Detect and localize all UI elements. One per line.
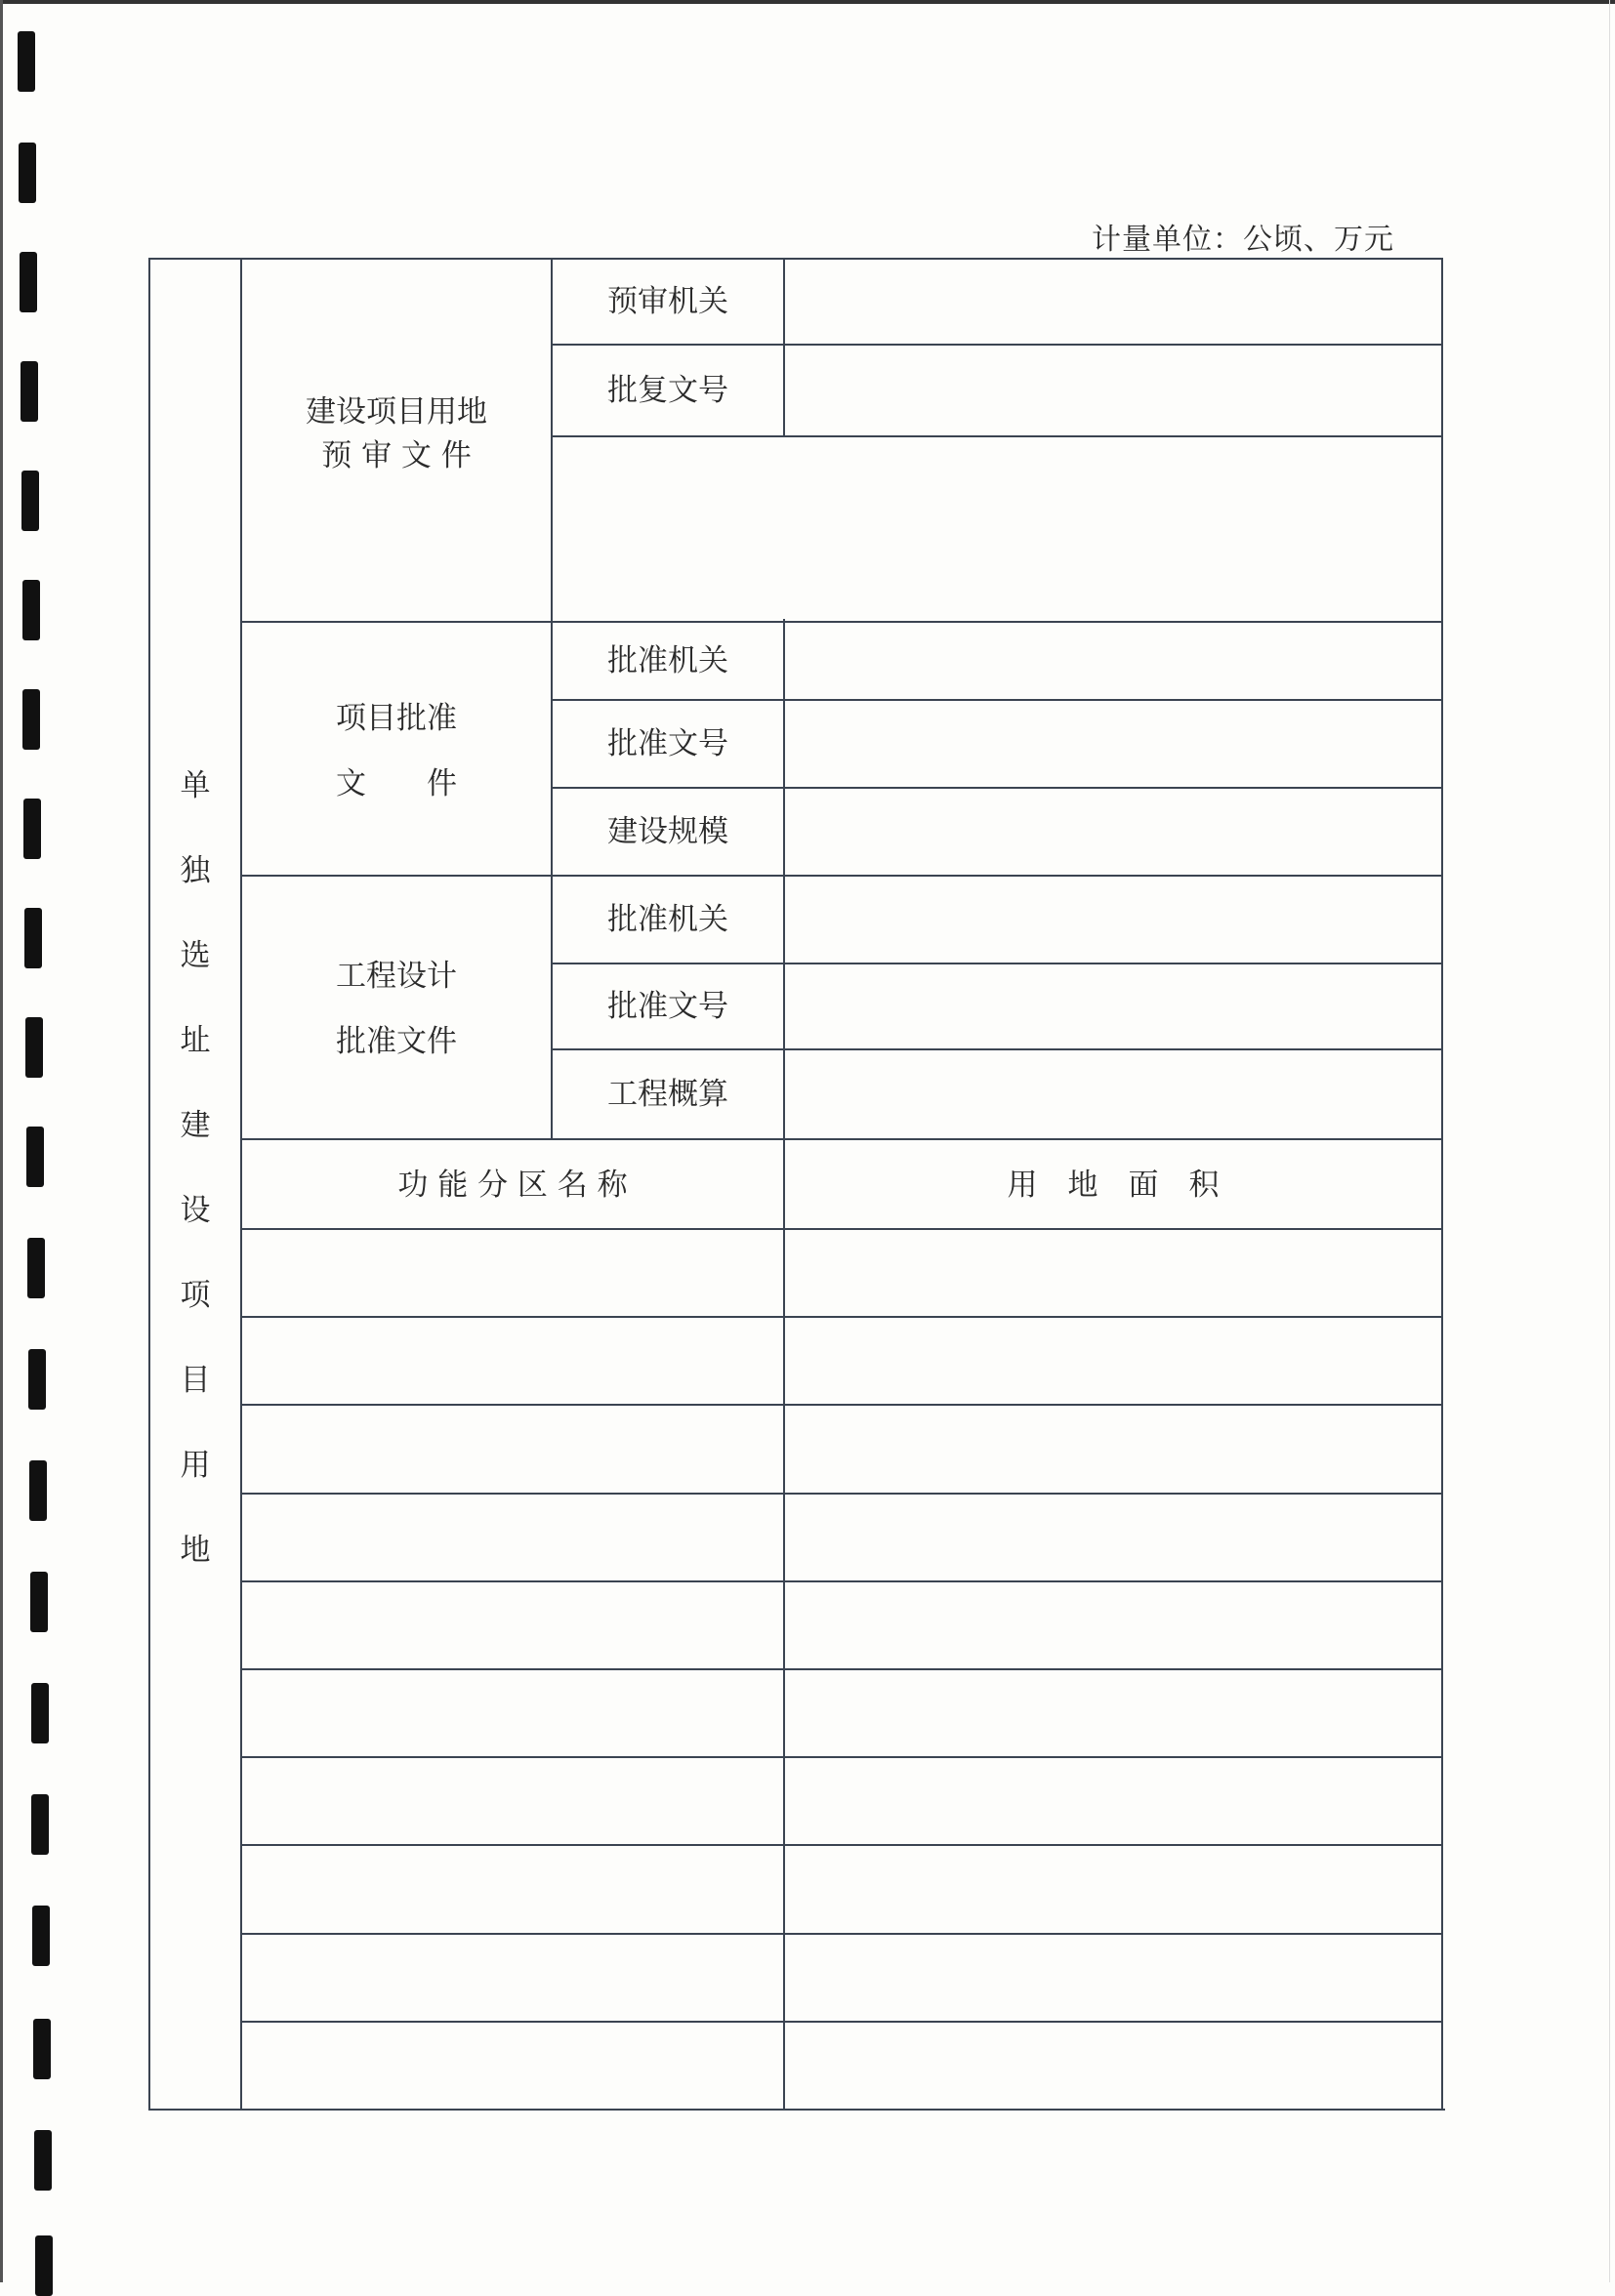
page-left-edge: [0, 0, 3, 2282]
field-label-construction-scale: 建设规模: [607, 813, 728, 849]
section-title-line: 批准文件: [336, 1024, 457, 1059]
row-line: [551, 435, 1443, 437]
field-label-approval-number: 批准文号: [607, 988, 728, 1024]
approval-field-divider: [783, 619, 785, 1140]
punch-hole: [33, 2019, 51, 2079]
zone-name-cell: [242, 1670, 783, 1756]
land-area-cell: [785, 1758, 1441, 1844]
punch-hole: [22, 689, 40, 750]
section-title-line: 项目批准: [336, 701, 457, 736]
side-title-char: 设: [180, 1193, 211, 1228]
zone-name-cell: [242, 1935, 783, 2021]
project-approval-section-title: [242, 703, 551, 800]
punch-hole: [24, 908, 42, 968]
side-title-char: 项: [180, 1278, 211, 1313]
side-title-char: 选: [180, 938, 211, 973]
punch-hole: [30, 1572, 48, 1632]
field-label-approval-number: 批准文号: [607, 725, 728, 761]
page-right-edge: [1609, 0, 1610, 2282]
page-top-edge: [0, 0, 1615, 4]
field-label-approving-authority: 批准机关: [607, 901, 728, 937]
zone-name-cell: [242, 1230, 783, 1316]
field-label-project-budget: 工程概算: [607, 1076, 728, 1112]
design-approval-section-title: [242, 961, 551, 1058]
punch-hole: [23, 799, 41, 859]
field-label-review-authority: 预审机关: [607, 283, 728, 319]
table-border-top: [148, 258, 1443, 260]
land-area-cell: [785, 2023, 1441, 2109]
pre-review-section-title: [242, 390, 551, 478]
punch-hole: [31, 1683, 49, 1743]
zone-name-cell: [242, 2023, 783, 2109]
unit-note: 计量单位：公顷、万元: [1092, 223, 1394, 257]
column-header-functional-zone-name: 功 能 分 区 名 称: [397, 1167, 628, 1203]
side-title-char: 建: [180, 1108, 211, 1143]
pre-review-field-divider: [783, 258, 785, 437]
field-label-approving-authority: 批准机关: [607, 642, 728, 678]
side-title: [148, 768, 242, 1620]
punch-hole: [21, 361, 38, 422]
section-title-line: 预 审 文 件: [321, 438, 472, 473]
punch-hole: [26, 1127, 44, 1187]
punch-hole: [27, 1238, 45, 1298]
section-title-line: 建设项目用地: [306, 394, 487, 430]
land-area-cell: [785, 1406, 1441, 1492]
side-title-char: 独: [180, 853, 211, 888]
land-area-cell: [785, 1935, 1441, 2021]
side-title-char: 址: [180, 1023, 211, 1058]
punch-hole: [18, 31, 35, 92]
punch-hole: [29, 1460, 47, 1521]
section-line: [240, 621, 1443, 623]
punch-hole: [34, 2130, 52, 2191]
section-line: [240, 875, 1443, 877]
punch-hole: [31, 1794, 49, 1855]
punch-hole: [25, 1017, 43, 1078]
zone-name-cell: [242, 1406, 783, 1492]
land-area-cell: [785, 1582, 1441, 1668]
punch-hole: [28, 1349, 46, 1410]
side-title-char: 单: [180, 768, 211, 803]
zone-name-cell: [242, 1495, 783, 1580]
punch-hole: [19, 143, 36, 203]
side-title-char: 地: [180, 1533, 211, 1568]
field-label-approval-doc-number: 批复文号: [607, 372, 728, 408]
table-border-bottom: [148, 2109, 1445, 2111]
zone-name-cell: [242, 1758, 783, 1844]
zone-name-cell: [242, 1846, 783, 1932]
punch-hole: [35, 2235, 53, 2296]
zone-name-cell: [242, 1582, 783, 1668]
zone-name-cell: [242, 1318, 783, 1404]
land-area-cell: [785, 1230, 1441, 1316]
land-area-cell: [785, 1495, 1441, 1580]
punch-hole: [21, 471, 39, 531]
punch-hole: [22, 580, 40, 640]
land-area-cell: [785, 1846, 1441, 1932]
punch-hole: [20, 252, 37, 312]
table-border-right: [1441, 258, 1443, 2111]
land-area-cell: [785, 1318, 1441, 1404]
side-title-char: 用: [180, 1448, 211, 1483]
section-title-line: 工程设计: [336, 959, 457, 994]
land-area-cell: [785, 1670, 1441, 1756]
punch-hole: [32, 1906, 50, 1966]
section-title-line: 文 件: [336, 766, 457, 801]
column-header-land-area: 用 地 面 积: [1007, 1167, 1220, 1203]
side-title-char: 目: [180, 1363, 211, 1398]
